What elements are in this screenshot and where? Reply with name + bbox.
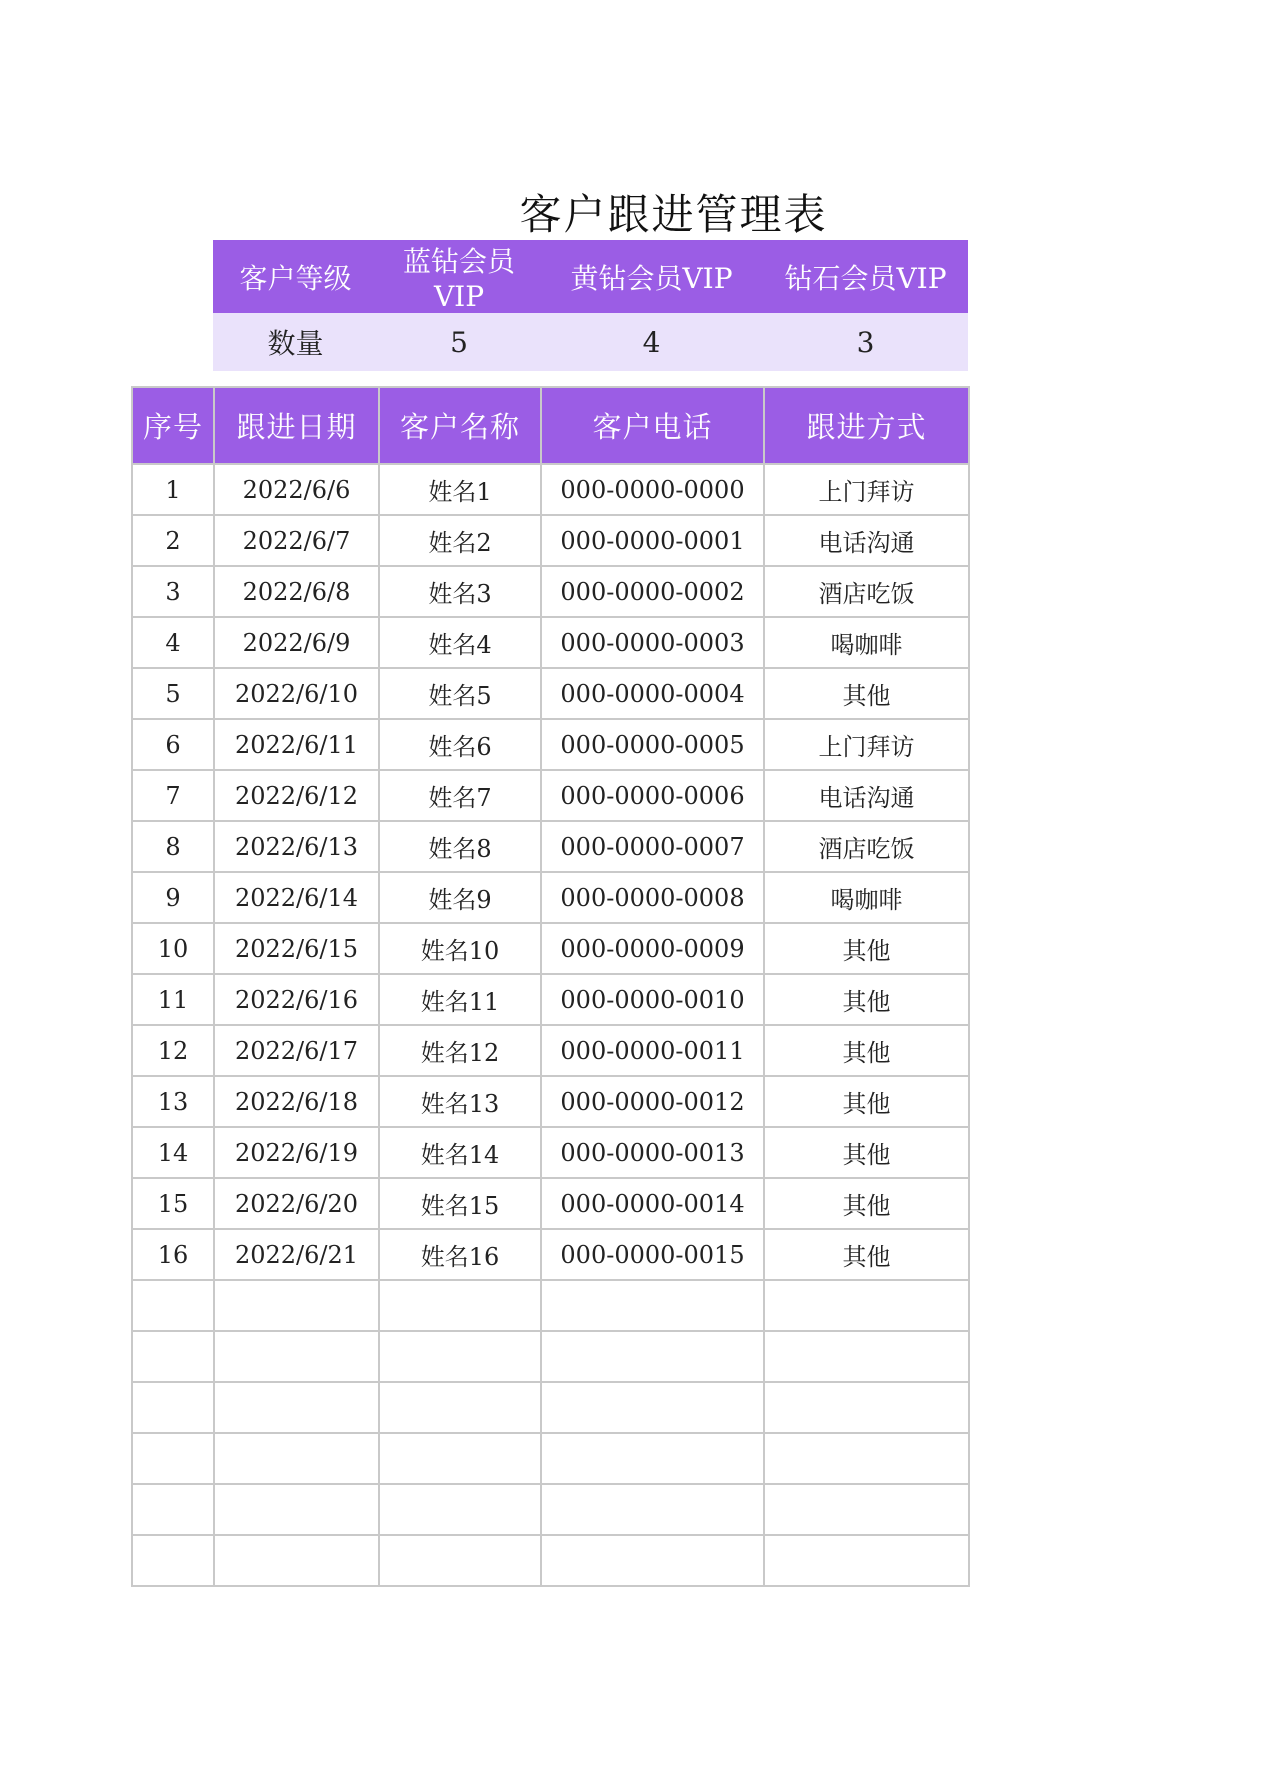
table-row <box>132 1076 969 1127</box>
table-cell[interactable]: 姓名7 <box>379 770 541 821</box>
table-cell[interactable]: 000-0000-0001 <box>541 515 764 566</box>
table-cell[interactable] <box>132 1331 214 1382</box>
table-cell[interactable]: 姓名2 <box>379 515 541 566</box>
column-header: 客户电话 <box>541 387 764 464</box>
table-cell[interactable]: 2 <box>132 515 214 566</box>
table-row <box>132 566 969 617</box>
table-cell[interactable]: 2022/6/8 <box>214 566 379 617</box>
table-cell[interactable] <box>379 1382 541 1433</box>
table-cell[interactable]: 000-0000-0012 <box>541 1076 764 1127</box>
summary-header-row <box>213 240 968 313</box>
table-cell[interactable]: 姓名13 <box>379 1076 541 1127</box>
table-cell[interactable]: 姓名16 <box>379 1229 541 1280</box>
summary-header-cell: 黄钻会员VIP <box>540 240 763 313</box>
summary-value-cell: 5 <box>378 313 540 371</box>
table-cell[interactable] <box>379 1484 541 1535</box>
table-cell[interactable]: 姓名5 <box>379 668 541 719</box>
summary-header-cell: 客户等级 <box>213 240 378 313</box>
table-cell[interactable]: 姓名6 <box>379 719 541 770</box>
page-title: 客户跟进管理表 <box>519 190 828 239</box>
table-cell[interactable]: 16 <box>132 1229 214 1280</box>
table-cell[interactable]: 8 <box>132 821 214 872</box>
column-header: 跟进方式 <box>764 387 969 464</box>
table-row <box>132 974 969 1025</box>
table-row <box>132 1484 969 1535</box>
table-cell[interactable]: 2022/6/6 <box>214 464 379 515</box>
table-cell[interactable]: 13 <box>132 1076 214 1127</box>
summary-header-cell: 蓝钻会员VIP <box>378 240 540 313</box>
table-cell[interactable]: 姓名15 <box>379 1178 541 1229</box>
table-cell[interactable]: 15 <box>132 1178 214 1229</box>
table-cell[interactable] <box>541 1382 764 1433</box>
summary-value-cell: 数量 <box>213 313 378 371</box>
table-cell[interactable]: 2022/6/17 <box>214 1025 379 1076</box>
table-cell[interactable]: 其他 <box>764 1178 969 1229</box>
table-cell[interactable]: 000-0000-0014 <box>541 1178 764 1229</box>
summary-value-cell: 3 <box>763 313 968 371</box>
table-row <box>132 719 969 770</box>
table-row <box>132 1127 969 1178</box>
table-cell[interactable]: 000-0000-0009 <box>541 923 764 974</box>
table-cell[interactable]: 9 <box>132 872 214 923</box>
table-cell[interactable]: 其他 <box>764 1229 969 1280</box>
table-cell[interactable]: 000-0000-0007 <box>541 821 764 872</box>
table-cell[interactable]: 姓名4 <box>379 617 541 668</box>
table-cell[interactable]: 2022/6/9 <box>214 617 379 668</box>
table-cell[interactable] <box>214 1280 379 1331</box>
table-cell[interactable]: 000-0000-0010 <box>541 974 764 1025</box>
table-cell[interactable]: 2022/6/19 <box>214 1127 379 1178</box>
follow-up-table <box>131 386 970 1587</box>
table-cell[interactable] <box>214 1433 379 1484</box>
table-cell[interactable]: 其他 <box>764 923 969 974</box>
table-cell[interactable] <box>764 1433 969 1484</box>
table-cell[interactable] <box>214 1331 379 1382</box>
table-cell[interactable]: 姓名14 <box>379 1127 541 1178</box>
table-cell[interactable] <box>541 1535 764 1586</box>
table-cell[interactable]: 1 <box>132 464 214 515</box>
summary-value-row <box>213 313 968 371</box>
table-cell[interactable]: 其他 <box>764 668 969 719</box>
table-cell[interactable]: 12 <box>132 1025 214 1076</box>
table-row <box>132 515 969 566</box>
table-cell[interactable]: 000-0000-0000 <box>541 464 764 515</box>
table-cell[interactable] <box>132 1382 214 1433</box>
table-cell[interactable]: 酒店吃饭 <box>764 821 969 872</box>
table-cell[interactable]: 姓名11 <box>379 974 541 1025</box>
table-row <box>132 1331 969 1382</box>
table-cell[interactable]: 其他 <box>764 1025 969 1076</box>
table-cell[interactable]: 电话沟通 <box>764 770 969 821</box>
summary-value-cell: 4 <box>540 313 763 371</box>
table-cell[interactable]: 000-0000-0011 <box>541 1025 764 1076</box>
table-cell[interactable]: 2022/6/10 <box>214 668 379 719</box>
table-body <box>132 464 969 1586</box>
table-cell[interactable] <box>214 1382 379 1433</box>
table-header-row <box>132 387 969 464</box>
table-cell[interactable]: 3 <box>132 566 214 617</box>
table-row <box>132 1025 969 1076</box>
table-cell[interactable] <box>132 1280 214 1331</box>
table-cell[interactable] <box>541 1433 764 1484</box>
table-cell[interactable]: 其他 <box>764 1076 969 1127</box>
table-cell[interactable]: 000-0000-0006 <box>541 770 764 821</box>
vip-summary-table <box>213 240 968 371</box>
table-cell[interactable]: 上门拜访 <box>764 719 969 770</box>
table-cell[interactable] <box>541 1484 764 1535</box>
table-cell[interactable]: 2022/6/11 <box>214 719 379 770</box>
table-cell[interactable]: 2022/6/12 <box>214 770 379 821</box>
table-row <box>132 923 969 974</box>
table-cell[interactable]: 喝咖啡 <box>764 617 969 668</box>
table-cell[interactable]: 000-0000-0015 <box>541 1229 764 1280</box>
table-cell[interactable] <box>214 1535 379 1586</box>
table-cell[interactable]: 14 <box>132 1127 214 1178</box>
table-cell[interactable]: 000-0000-0004 <box>541 668 764 719</box>
table-cell[interactable]: 酒店吃饭 <box>764 566 969 617</box>
table-row <box>132 1535 969 1586</box>
table-cell[interactable]: 11 <box>132 974 214 1025</box>
table-cell[interactable] <box>379 1535 541 1586</box>
table-cell[interactable]: 2022/6/7 <box>214 515 379 566</box>
table-cell[interactable]: 姓名12 <box>379 1025 541 1076</box>
table-cell[interactable]: 姓名3 <box>379 566 541 617</box>
table-row <box>132 821 969 872</box>
table-row <box>132 1433 969 1484</box>
table-cell[interactable] <box>132 1433 214 1484</box>
table-cell[interactable]: 000-0000-0003 <box>541 617 764 668</box>
table-cell[interactable]: 000-0000-0002 <box>541 566 764 617</box>
table-row <box>132 872 969 923</box>
table-cell[interactable]: 电话沟通 <box>764 515 969 566</box>
table-row <box>132 464 969 515</box>
table-cell[interactable]: 7 <box>132 770 214 821</box>
table-cell[interactable]: 4 <box>132 617 214 668</box>
table-cell[interactable]: 喝咖啡 <box>764 872 969 923</box>
table-cell[interactable]: 姓名9 <box>379 872 541 923</box>
table-cell[interactable]: 5 <box>132 668 214 719</box>
table-row <box>132 617 969 668</box>
table-cell[interactable]: 2022/6/15 <box>214 923 379 974</box>
table-cell[interactable] <box>764 1535 969 1586</box>
table-cell[interactable] <box>764 1382 969 1433</box>
table-cell[interactable]: 000-0000-0008 <box>541 872 764 923</box>
table-row <box>132 1229 969 1280</box>
table-cell[interactable]: 2022/6/14 <box>214 872 379 923</box>
table-cell[interactable]: 2022/6/21 <box>214 1229 379 1280</box>
table-cell[interactable] <box>541 1280 764 1331</box>
table-cell[interactable]: 其他 <box>764 974 969 1025</box>
table-cell[interactable] <box>379 1331 541 1382</box>
table-cell[interactable]: 000-0000-0013 <box>541 1127 764 1178</box>
table-cell[interactable]: 姓名1 <box>379 464 541 515</box>
table-row <box>132 770 969 821</box>
table-cell[interactable] <box>541 1331 764 1382</box>
table-cell[interactable]: 2022/6/20 <box>214 1178 379 1229</box>
table-cell[interactable] <box>379 1280 541 1331</box>
table-cell[interactable]: 6 <box>132 719 214 770</box>
table-cell[interactable] <box>764 1484 969 1535</box>
table-cell[interactable]: 2022/6/16 <box>214 974 379 1025</box>
column-header: 客户名称 <box>379 387 541 464</box>
table-cell[interactable]: 2022/6/13 <box>214 821 379 872</box>
table-cell[interactable] <box>132 1484 214 1535</box>
table-cell[interactable]: 10 <box>132 923 214 974</box>
summary-header-cell: 钻石会员VIP <box>763 240 968 313</box>
table-row <box>132 1382 969 1433</box>
table-row <box>132 1178 969 1229</box>
column-header: 序号 <box>132 387 214 464</box>
table-row <box>132 1280 969 1331</box>
table-row <box>132 668 969 719</box>
table-cell[interactable]: 2022/6/18 <box>214 1076 379 1127</box>
table-cell[interactable] <box>214 1484 379 1535</box>
table-cell[interactable]: 000-0000-0005 <box>541 719 764 770</box>
table-cell[interactable] <box>379 1433 541 1484</box>
table-cell[interactable] <box>132 1535 214 1586</box>
table-cell[interactable]: 姓名8 <box>379 821 541 872</box>
table-cell[interactable]: 其他 <box>764 1127 969 1178</box>
table-cell[interactable]: 上门拜访 <box>764 464 969 515</box>
table-cell[interactable] <box>764 1331 969 1382</box>
table-cell[interactable] <box>764 1280 969 1331</box>
column-header: 跟进日期 <box>214 387 379 464</box>
table-cell[interactable]: 姓名10 <box>379 923 541 974</box>
